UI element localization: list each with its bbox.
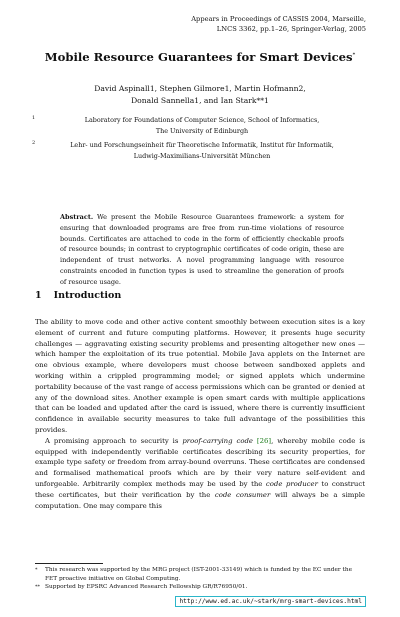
affiliation-line: The University of Edinburgh [155,126,249,135]
paragraph-2-part: will always be a simple computation. One may compare this [35,490,365,510]
author-line2: Donald Sannella1, and Ian Stark**1 [131,96,269,105]
paper-title-text: Mobile Resource Guarantees for Smart Devices [44,50,353,64]
abstract [60,212,344,288]
footnote-text: Supported by EPSRC Advanced Research Fellowship GR/R76950/01. [45,584,248,591]
paragraph-2-part: , whereby mobile code is equipped with independently verifiable certificates describing its security properties, for example type safety or freedom from array-bound overruns. These certificates are condensed and formalised mathematical proofs which are by their very nature self-evident and unforgeable. Arbitrarily complex methods may be used by the [35,436,365,488]
term-proof-carrying-code: proof-carrying code [182,436,253,445]
section-number: 1 [35,290,42,301]
citation-link[interactable]: [26] [256,436,272,445]
affiliation-number: 1 [32,115,36,121]
affiliation-line: Lehr- und Forschungseinheit für Theoretische Informatik, Institut für Informatik, [70,141,334,149]
author-list [0,83,400,107]
affiliations [32,115,372,165]
footnote-text: This research was supported by the MRG project (IST-2001-33149) which is funded by the EC under the FET proactive initiative on Global Computing. [45,567,353,582]
title-footnote-mark: * [352,52,356,59]
affiliation-1 [32,115,372,136]
section-heading [35,290,121,301]
url-link[interactable]: http://www.ed.ac.uk/~stark/mrg-smart-devices.html [175,596,366,607]
paragraph-2-part: to construct these certificates, but their verification by the [35,479,365,499]
publication-note [106,14,366,34]
affiliation-number: 2 [32,140,36,146]
footnotes [35,566,365,592]
abstract-label: Abstract. [60,213,94,221]
affiliation-line: Ludwig-Maximilians-Universität München [133,151,271,160]
body-text [35,317,365,511]
footnote-mark: ** [35,584,40,591]
paragraph-2-part: A promising approach to security is [45,436,183,445]
footnote-1 [35,566,365,583]
paragraph-2 [35,436,365,512]
footnote-rule [35,563,103,564]
term-code-consumer: code consumer [214,490,271,499]
affiliation-line: Laboratory for Foundations of Computer Science, School of Informatics, [84,116,320,124]
paragraph-1: The ability to move code and other active content smoothly between execution sites is a key element of current and future computing platforms. However, it presents huge security challenges — aggravating existing security problems and presenting altogether new ones — which hamper the exploitation of its true potential. Mobile Java applets on the Internet are one obvious example, where developers must choose between sandboxed applets and working within a crippled programming model; or signed applets which undermine portability because of the vast range of access permissions which can be granted or denied at any of the download sites. Another example is open smart cards with multiple applications that can be loaded and updated after the card is issued, where there is currently insufficient confidence in available security measures to take full advantage of the possibilities this provides. [35,318,365,434]
footnote-2 [35,583,365,592]
term-code-producer: code producer [265,479,318,488]
publication-note-line2: LNCS 3362, pp.1–26, Springer-Verlag, 2005 [216,25,366,33]
paper-title [0,50,400,64]
section-title: Introduction [53,290,122,301]
abstract-text: We present the Mobile Resource Guarantees framework: a system for ensuring that downloaded programs are free from run-time violations of resource bounds. Certificates are attached to code in the form of efficiently checkable proofs of resource bounds; in contrast to cryptographic certificates of code origin, these are independent of trust networks. A novel programming language with resource constraints encoded in function types is used to streamline the generation of proofs of resource usage. [60,213,344,286]
affiliation-2 [32,140,372,161]
author-line1: David Aspinall1, Stephen Gilmore1, Martin Hofmann2, [94,84,306,93]
publication-note-line1: Appears in Proceedings of CASSIS 2004, Marseille, [191,15,366,23]
footnote-mark: * [35,567,38,573]
